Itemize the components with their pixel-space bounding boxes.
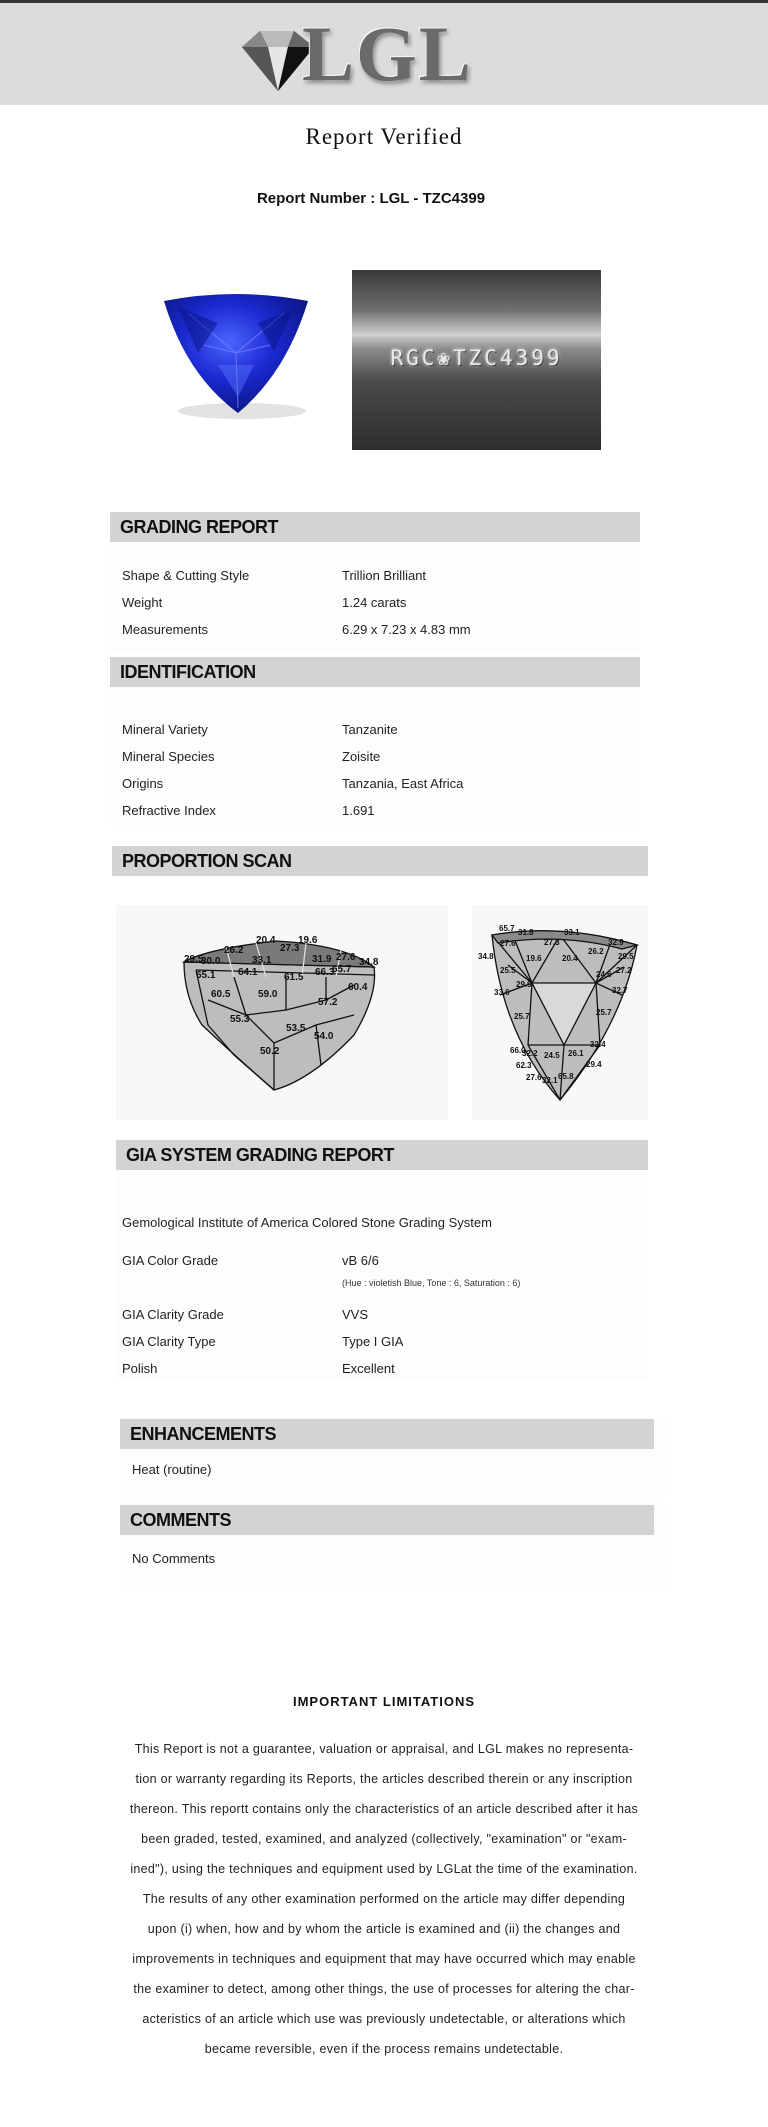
row-label: Mineral Species bbox=[122, 749, 215, 764]
scan-label: 59.0 bbox=[258, 989, 278, 1000]
inscription-text: RGC❀TZC4399 bbox=[390, 346, 563, 370]
scan-label: 53.5 bbox=[286, 1023, 306, 1034]
scan-label: 57.2 bbox=[318, 997, 338, 1008]
comments-text: No Comments bbox=[132, 1551, 216, 1566]
scan-label: 29.5 bbox=[618, 952, 634, 961]
scan-label: 27.3 bbox=[280, 943, 300, 954]
row-label: Weight bbox=[122, 595, 163, 610]
row-label: GIA Clarity Type bbox=[122, 1334, 216, 1349]
proportion-scan-heading: PROPORTION SCAN bbox=[112, 846, 648, 876]
logo-text: LGL bbox=[302, 10, 473, 97]
row-value: Trillion Brilliant bbox=[342, 568, 427, 583]
scan-label: 29.5 bbox=[184, 954, 204, 965]
limitations-body bbox=[114, 1734, 654, 2064]
scan-label: 27.3 bbox=[544, 938, 560, 947]
gem-photo bbox=[158, 293, 313, 423]
scan-label: 19.6 bbox=[526, 954, 542, 963]
scan-label: 66.0 bbox=[510, 1046, 526, 1055]
scan-label: 27.2 bbox=[616, 966, 632, 975]
gia-system-text: Gemological Institute of America Colored Stone Grading System bbox=[122, 1215, 492, 1230]
section-heading: ENHANCEMENTS bbox=[120, 1419, 654, 1449]
enhancements-text: Heat (routine) bbox=[132, 1462, 212, 1477]
scan-label: 26.2 bbox=[588, 947, 604, 956]
scan-label: 33.1 bbox=[252, 955, 272, 966]
row-label: Refractive Index bbox=[122, 803, 216, 818]
row-label: Polish bbox=[122, 1361, 158, 1376]
scan-label: 34.8 bbox=[359, 957, 379, 968]
limitations-line: thereon. This reportt contains only the characteristics of an article described after it has bbox=[129, 1802, 639, 1816]
side-profile-scan bbox=[116, 905, 448, 1120]
row-value: VVS bbox=[342, 1307, 369, 1322]
scan-label: 20.4 bbox=[562, 954, 578, 963]
section-heading: COMMENTS bbox=[120, 1505, 654, 1535]
scan-label: 27.6 bbox=[336, 952, 356, 963]
scan-label: 65.7 bbox=[499, 924, 515, 933]
scan-label: 34.8 bbox=[478, 952, 494, 961]
row-value: Zoisite bbox=[342, 749, 381, 764]
identification-section bbox=[110, 657, 640, 825]
limitations-line: been graded, tested, examined, and analyzed (collectively, "examination" or "exam- bbox=[141, 1832, 627, 1846]
scan-label: 65.7 bbox=[332, 964, 352, 975]
scan-label: 30.0 bbox=[201, 956, 221, 967]
limitations-line: acteristics of an article which use was previously undetectable, or alterations which bbox=[142, 2012, 626, 2026]
row-value: vB 6/6 bbox=[342, 1253, 379, 1268]
row-value: Excellent bbox=[342, 1361, 395, 1376]
row-value: Tanzanite bbox=[342, 722, 398, 737]
scan-label: 64.1 bbox=[238, 967, 258, 978]
report-number: Report Number : LGL - TZC4399 bbox=[256, 190, 486, 207]
row-label: Origins bbox=[122, 776, 164, 791]
row-value: 1.691 bbox=[342, 803, 375, 818]
limitations-line: The results of any other examination performed on the article may differ depending bbox=[142, 1892, 626, 1906]
comments-section bbox=[120, 1503, 665, 1591]
header-bar bbox=[0, 0, 768, 105]
limitations-line: tion or warranty regarding its Reports, the articles described therein or any inscription bbox=[135, 1772, 633, 1786]
scan-label: 31.9 bbox=[312, 954, 332, 965]
lgl-logo bbox=[232, 10, 492, 97]
section-heading: IDENTIFICATION bbox=[110, 657, 640, 687]
scan-label: 27.6 bbox=[500, 939, 516, 948]
limitations-line: This Report is not a guarantee, valuation or appraisal, and LGL makes no representa- bbox=[134, 1742, 634, 1756]
scan-label: 60.5 bbox=[211, 989, 231, 1000]
limitations-line: became reversible, even if the process remains undetectable. bbox=[204, 2042, 564, 2056]
row-label: GIA Clarity Grade bbox=[122, 1307, 224, 1322]
scan-label: 61.5 bbox=[284, 972, 304, 983]
limitations-line: the examiner to detect, among other things, the use of processes for altering the char- bbox=[133, 1982, 635, 1996]
row-value: 6.29 x 7.23 x 4.83 mm bbox=[342, 622, 471, 637]
scan-label: 62.3 bbox=[516, 1061, 532, 1070]
scan-label: 24.6 bbox=[596, 970, 612, 979]
scan-label: 32.9 bbox=[608, 938, 624, 947]
row-value: Tanzania, East Africa bbox=[342, 776, 464, 791]
row-value: 1.24 carats bbox=[342, 595, 407, 610]
scan-label: 26.1 bbox=[568, 1049, 584, 1058]
row-label: Shape & Cutting Style bbox=[122, 568, 250, 583]
section-heading: GRADING REPORT bbox=[110, 512, 640, 542]
scan-label: 32.1 bbox=[542, 1076, 558, 1085]
scan-label: 25.7 bbox=[514, 1012, 530, 1021]
scan-label: 31.8 bbox=[518, 928, 534, 937]
scan-label: 32.4 bbox=[590, 1040, 606, 1049]
scan-label: 33.6 bbox=[494, 988, 510, 997]
top-view-scan bbox=[472, 905, 648, 1120]
scan-label: 65.8 bbox=[558, 1072, 574, 1081]
limitations-heading: IMPORTANT LIMITATIONS bbox=[292, 1694, 476, 1709]
scan-label: 27.6 bbox=[526, 1073, 542, 1082]
scan-label: 66.3 bbox=[315, 967, 335, 978]
scan-label: 26.2 bbox=[224, 945, 244, 956]
enhancements-section bbox=[120, 1417, 665, 1497]
scan-label: 19.6 bbox=[298, 935, 318, 946]
scan-label: 60.4 bbox=[348, 982, 368, 993]
scan-label: 50.2 bbox=[260, 1046, 280, 1057]
scan-label: 55.3 bbox=[230, 1014, 250, 1025]
limitations-line: upon (i) when, how and by whom the article is examined and (ii) the changes and bbox=[147, 1922, 621, 1936]
scan-label: 20.4 bbox=[256, 935, 276, 946]
page-title: Report Verified bbox=[305, 124, 463, 149]
scan-label: 54.0 bbox=[314, 1031, 334, 1042]
inscription-photo bbox=[352, 270, 601, 450]
row-label: GIA Color Grade bbox=[122, 1253, 219, 1268]
gia-color-note: (Hue : violetish Blue, Tone : 6, Saturation : 6) bbox=[342, 1278, 521, 1288]
scan-label: 33.1 bbox=[564, 928, 580, 937]
limitations-line: improvements in techniques and equipment that may have occurred which may enable bbox=[132, 1952, 636, 1966]
scan-label: 25.5 bbox=[500, 966, 516, 975]
scan-label: 65.1 bbox=[196, 970, 216, 981]
row-label: Measurements bbox=[122, 622, 208, 637]
scan-label: 32.2 bbox=[522, 1049, 538, 1058]
scan-label: 29.9 bbox=[516, 980, 532, 989]
scan-label: 29.4 bbox=[586, 1060, 602, 1069]
row-label: Mineral Variety bbox=[122, 722, 208, 737]
scan-label: 25.7 bbox=[596, 1008, 612, 1017]
row-value: Type I GIA bbox=[342, 1334, 404, 1349]
scan-label: 32.7 bbox=[612, 986, 628, 995]
limitations-line: ined"), using the techniques and equipment used by LGLat the time of the examination. bbox=[130, 1862, 638, 1876]
scan-label: 24.5 bbox=[544, 1051, 560, 1060]
section-heading: GIA SYSTEM GRADING REPORT bbox=[116, 1140, 648, 1170]
